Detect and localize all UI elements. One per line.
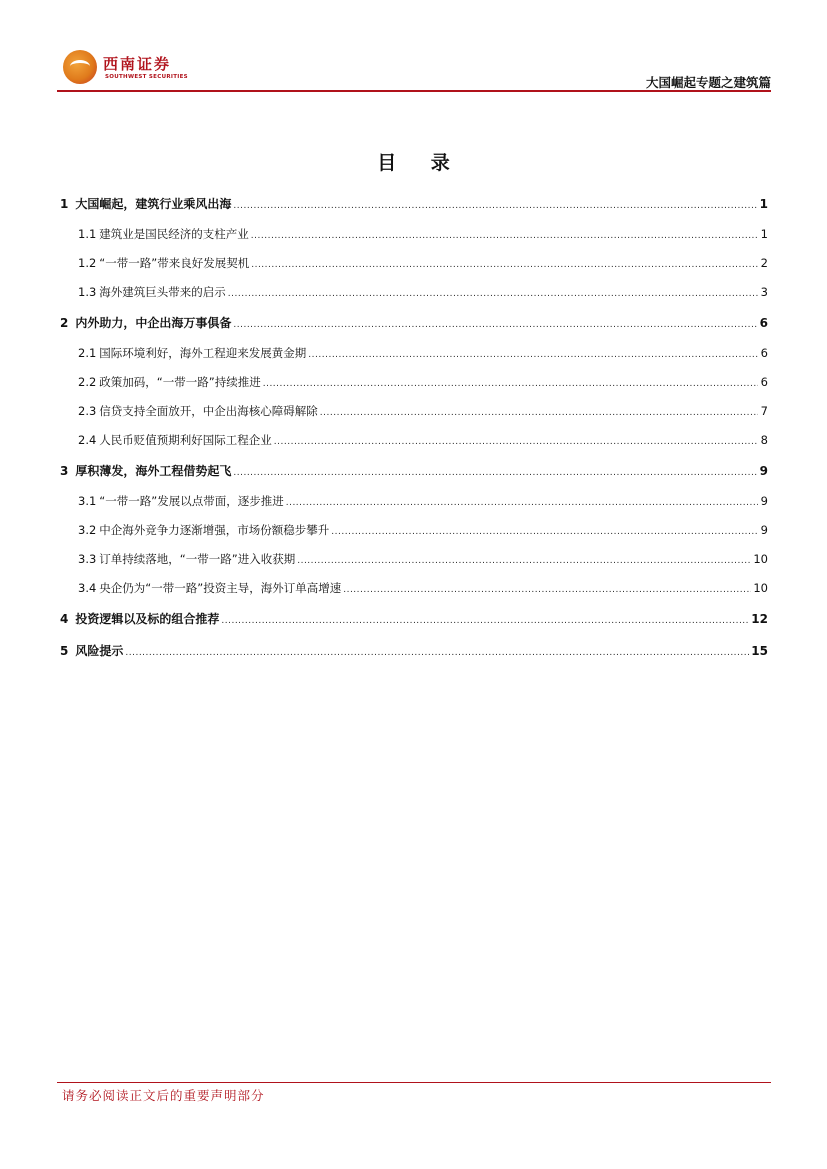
page-header: [57, 48, 771, 92]
toc-entry-page: 9: [760, 523, 768, 537]
toc-entry[interactable]: [78, 284, 768, 302]
toc-entry-label: “一带一路”带来良好发展契机: [99, 256, 250, 270]
header-divider: [57, 90, 771, 92]
toc-entry-number: 5: [60, 644, 69, 658]
toc-leader-dots: [343, 585, 751, 595]
toc-leader-dots: [263, 379, 758, 389]
toc-entry-page: 2: [760, 256, 768, 270]
toc-entry-number: 3.3: [78, 552, 97, 566]
toc-entry[interactable]: [60, 610, 768, 628]
toc-leader-dots: [228, 289, 758, 299]
toc-entry-number: 2.2: [78, 375, 97, 389]
toc-entry-number: 4: [60, 612, 69, 626]
toc-entry-number: 3: [60, 464, 69, 478]
toc-leader-dots: [297, 556, 751, 566]
toc-leader-dots: [320, 408, 758, 418]
toc-leader-dots: [308, 350, 758, 360]
toc-entry-number: 1: [60, 197, 69, 211]
toc-entry-number: 2.3: [78, 404, 97, 418]
toc-entry-number: 2.4: [78, 433, 97, 447]
toc-entry-number: 2: [60, 316, 69, 330]
toc-entry[interactable]: [78, 403, 768, 421]
toc-leader-dots: [125, 648, 749, 658]
toc-leader-dots: [251, 231, 758, 241]
toc-entry-label: 政策加码，“一带一路”持续推进: [99, 375, 261, 389]
toc-entry-number: 3.4: [78, 581, 97, 595]
toc-entry-page: 12: [751, 612, 768, 626]
toc-entry-page: 1: [759, 197, 768, 211]
toc-heading: 目 录: [377, 152, 464, 174]
toc-leader-dots: [233, 468, 757, 478]
toc-entry-number: 1.1: [78, 227, 97, 241]
toc-entry-number: 3.1: [78, 494, 97, 508]
toc-leader-dots: [251, 260, 758, 270]
toc-entry-label: 风险提示: [75, 644, 124, 658]
toc-entry[interactable]: [78, 580, 768, 598]
toc-entry-page: 1: [760, 227, 768, 241]
footer-divider: [57, 1082, 771, 1083]
toc-entry[interactable]: [78, 374, 768, 392]
toc-entry-page: 9: [760, 494, 768, 508]
toc-leader-dots: [233, 201, 757, 211]
toc-entry-page: 15: [751, 644, 768, 658]
toc-entry-page: 3: [760, 285, 768, 299]
toc-entry-label: 国际环境利好，海外工程迎来发展黄金期: [99, 346, 307, 360]
toc-entry[interactable]: [60, 462, 768, 480]
toc-entry[interactable]: [78, 432, 768, 450]
toc-entry-label: 人民币贬值预期利好国际工程企业: [99, 433, 272, 447]
toc-leader-dots: [274, 437, 758, 447]
toc-entry[interactable]: [60, 314, 768, 332]
toc-entry[interactable]: [78, 345, 768, 363]
company-logo: [63, 50, 203, 86]
toc-entry-label: 订单持续落地，“一带一路”进入收获期: [99, 552, 296, 566]
toc-entry[interactable]: [60, 195, 768, 213]
toc-entry[interactable]: [78, 255, 768, 273]
toc-entry-label: 厚积薄发，海外工程借势起飞: [75, 464, 232, 478]
toc-entry-page: 6: [760, 375, 768, 389]
toc-entry[interactable]: [78, 493, 768, 511]
logo-emblem-icon: [63, 50, 97, 84]
toc-entry-page: 7: [760, 404, 768, 418]
toc-entry-label: 央企仍为“一带一路”投资主导，海外订单高增速: [99, 581, 342, 595]
toc-entry-page: 8: [760, 433, 768, 447]
toc-leader-dots: [221, 616, 749, 626]
toc-entry[interactable]: [78, 522, 768, 540]
logo-chinese-name: 西南证券: [103, 55, 172, 73]
toc-entry-page: 10: [753, 581, 768, 595]
toc-entry-label: 建筑业是国民经济的支柱产业: [99, 227, 249, 241]
toc-entry[interactable]: [78, 226, 768, 244]
toc-entry-page: 6: [759, 316, 768, 330]
toc-entry-number: 2.1: [78, 346, 97, 360]
toc-leader-dots: [233, 320, 757, 330]
toc-entry-label: 投资逻辑以及标的组合推荐: [75, 612, 220, 626]
toc-entry-page: 6: [760, 346, 768, 360]
toc-entry-page: 9: [759, 464, 768, 478]
toc-entry-number: 3.2: [78, 523, 97, 537]
toc-entry-label: “一带一路”发展以点带面，逐步推进: [99, 494, 284, 508]
footer-disclaimer: 请务必阅读正文后的重要声明部分: [62, 1088, 265, 1103]
toc-entry-label: 信贷支持全面放开，中企出海核心障碍解除: [99, 404, 318, 418]
toc-entry-label: 中企海外竞争力逐渐增强，市场份额稳步攀升: [99, 523, 330, 537]
toc-entry-label: 内外助力，中企出海万事俱备: [75, 316, 232, 330]
toc-entry-number: 1.2: [78, 256, 97, 270]
toc-entry[interactable]: [60, 642, 768, 660]
toc-leader-dots: [286, 498, 758, 508]
toc-entry-label: 大国崛起，建筑行业乘风出海: [75, 197, 232, 211]
logo-english-name: SOUTHWEST SECURITIES: [105, 74, 188, 80]
toc-entry-label: 海外建筑巨头带来的启示: [99, 285, 226, 299]
toc-leader-dots: [331, 527, 758, 537]
report-title: 大国崛起专题之建筑篇: [645, 75, 771, 90]
toc-entry-number: 1.3: [78, 285, 97, 299]
toc-entry[interactable]: [78, 551, 768, 569]
toc-entry-page: 10: [753, 552, 768, 566]
